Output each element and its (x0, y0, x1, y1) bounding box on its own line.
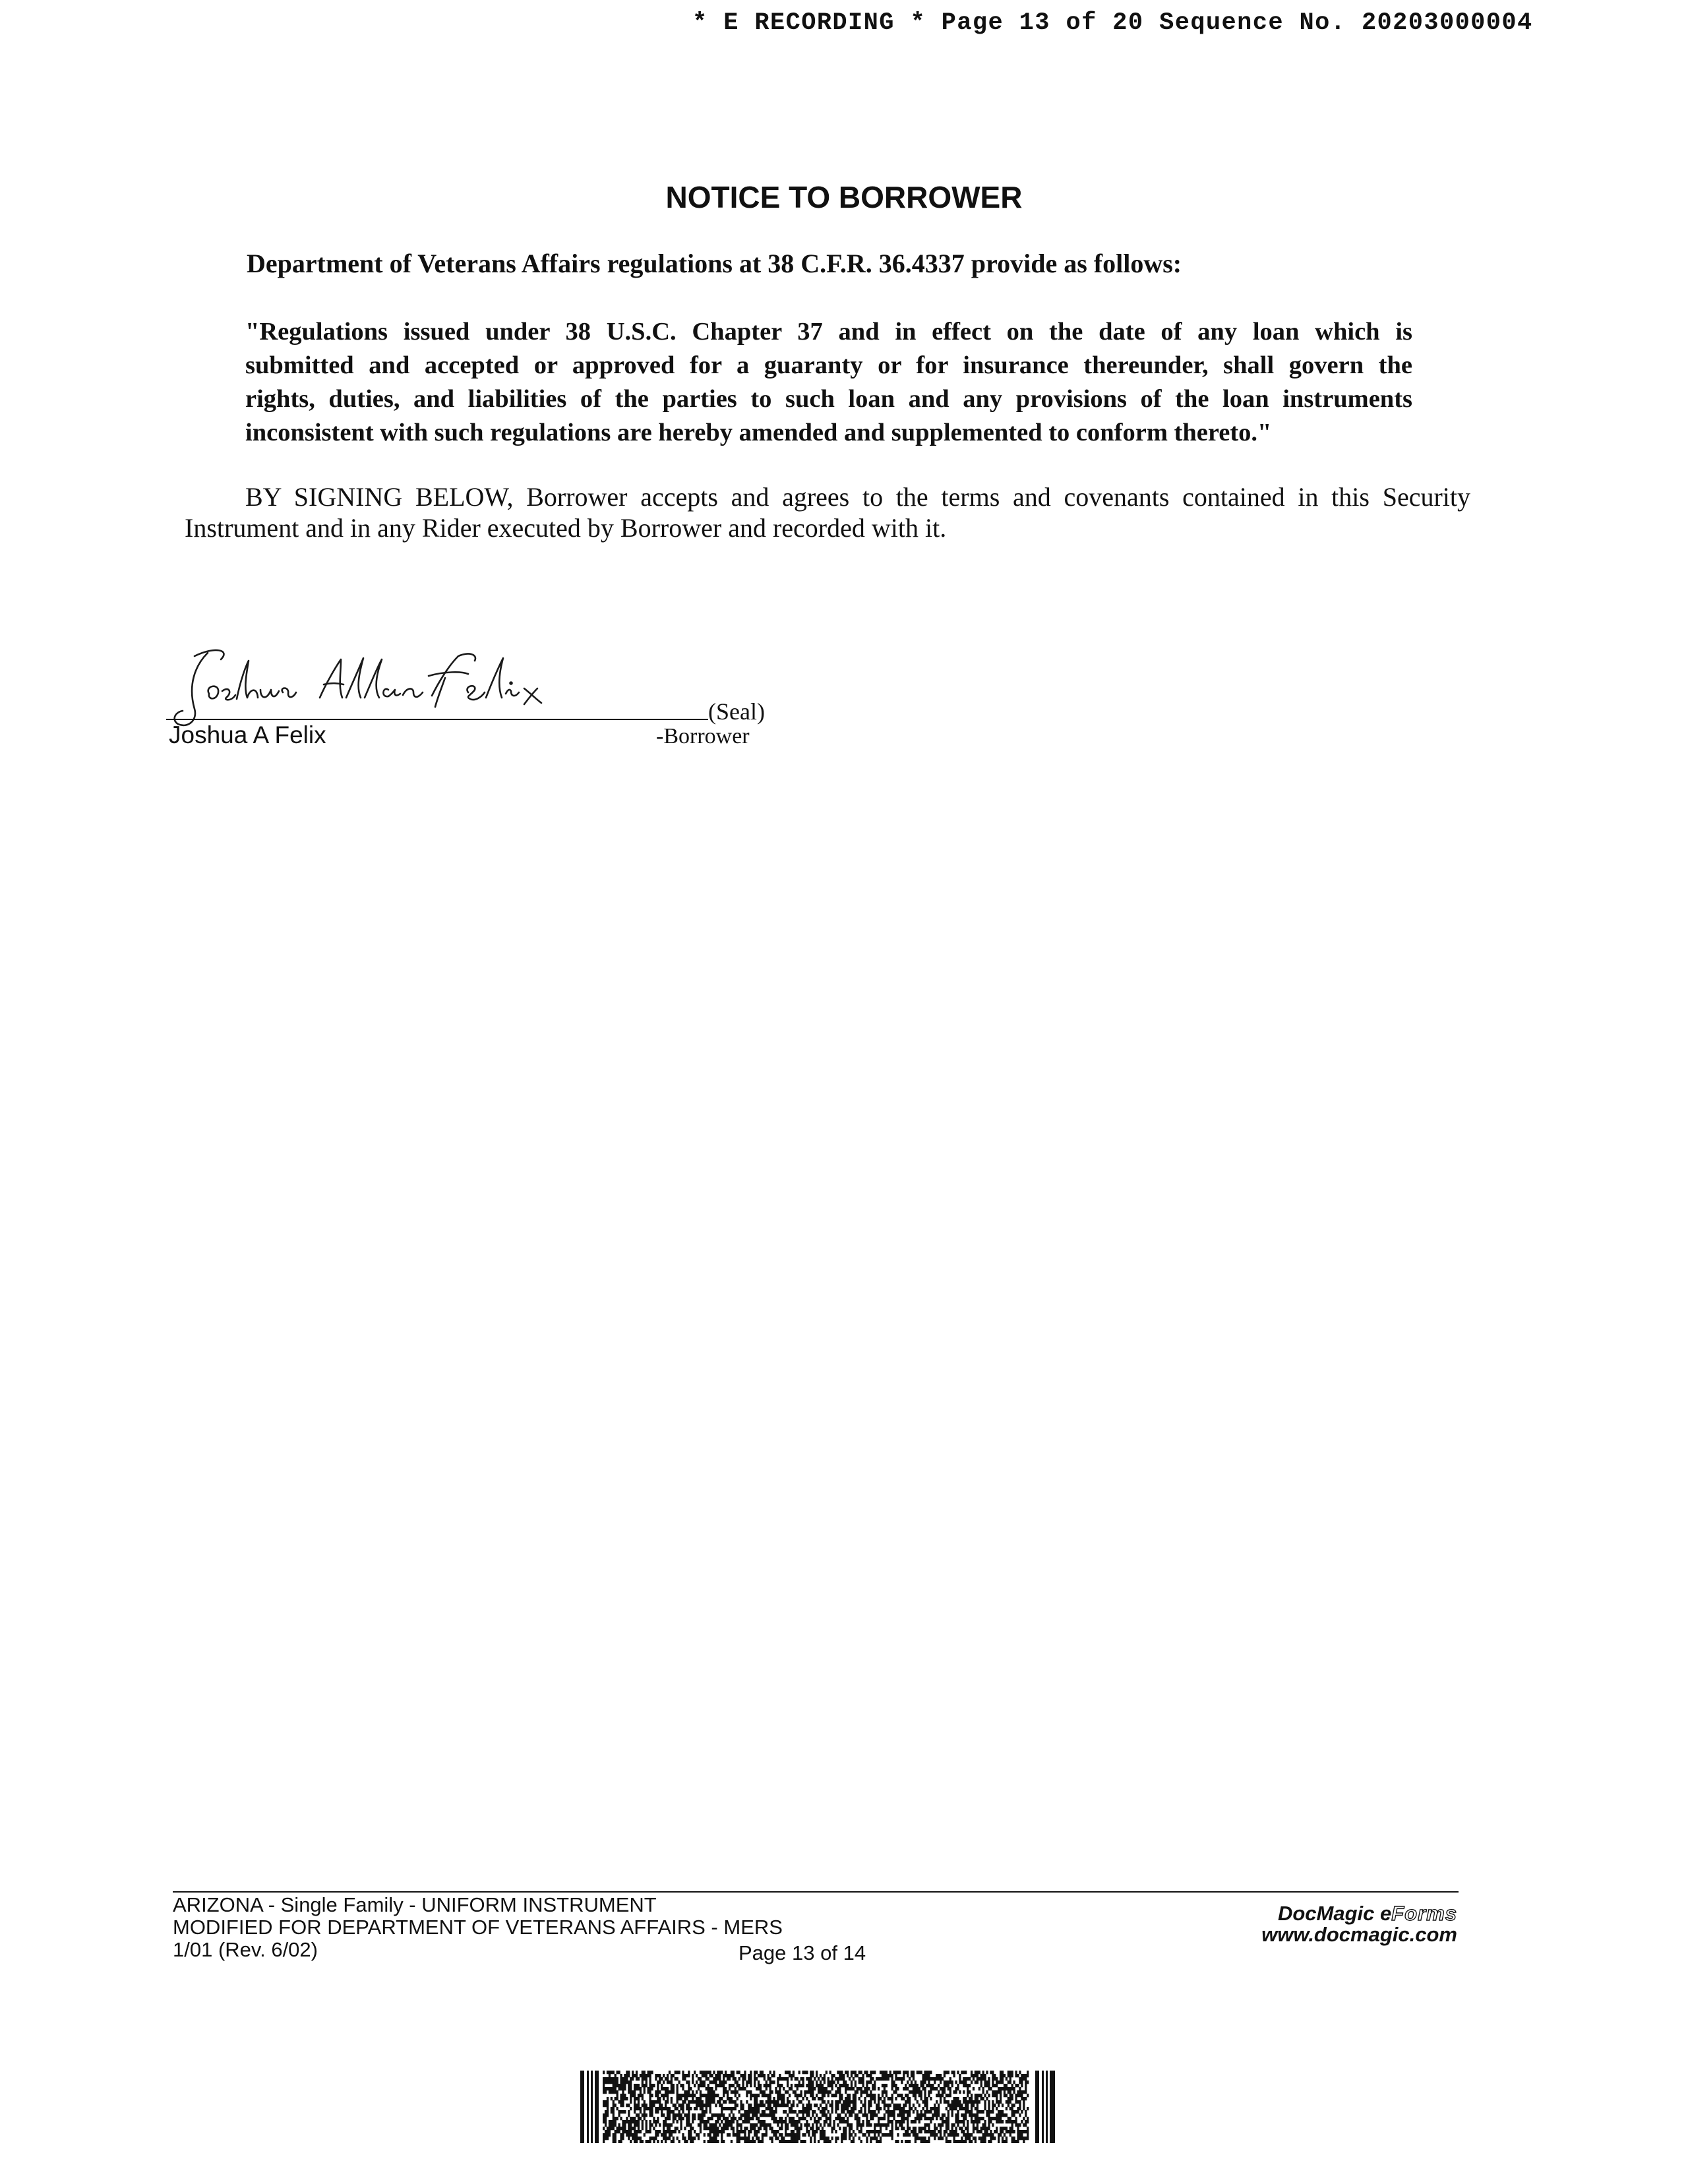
barcode-image (580, 2071, 1056, 2143)
form-title: ARIZONA - Single Family - UNIFORM INSTRUMENT (173, 1893, 657, 1916)
quote-line: rights, duties, and liabilities of the parties to such loan and any provisions of the loan instruments (245, 385, 1412, 413)
quote-line: inconsistent with such regulations are hereby amended and supplemented to conform thereto." (245, 419, 1272, 446)
signing-line: Instrument and in any Rider executed by Borrower and recorded with it. (185, 513, 947, 543)
form-revision: 1/01 (Rev. 6/02) (173, 1938, 318, 1961)
docmagic-logo (1233, 1903, 1457, 1945)
quote-line: "Regulations issued under 38 U.S.C. Chapter 37 and in effect on the date of any loan which is (245, 318, 1412, 346)
signature-line (166, 719, 708, 720)
signing-paragraph (185, 481, 1470, 543)
footer-divider (173, 1891, 1459, 1893)
signing-line: BY SIGNING BELOW, Borrower accepts and agrees to the terms and covenants contained in this Security (245, 482, 1470, 512)
logo-name: DocMagic (1277, 1902, 1375, 1925)
quote-line: submitted and accepted or approved for a guaranty or for insurance thereunder, shall govern the (245, 351, 1412, 379)
borrower-name: Joshua A Felix (169, 721, 326, 748)
logo-forms: Forms (1391, 1902, 1457, 1925)
page-title: NOTICE TO BORROWER (665, 180, 1023, 214)
page-number: Page 13 of 14 (738, 1941, 866, 1964)
recording-header: * E RECORDING * Page 13 of 20 Sequence No. 20203000004 (692, 9, 1533, 37)
regulation-quote (245, 315, 1412, 450)
form-subtitle: MODIFIED FOR DEPARTMENT OF VETERANS AFFAIRS - MERS (173, 1916, 783, 1939)
borrower-role: -Borrower (656, 724, 750, 748)
seal-label: (Seal) (708, 698, 765, 725)
logo-url: www.docmagic.com (1261, 1923, 1457, 1946)
logo-e-icon: e (1380, 1902, 1392, 1925)
department-line: Department of Veterans Affairs regulations at 38 C.F.R. 36.4337 provide as follows: (247, 249, 1182, 278)
